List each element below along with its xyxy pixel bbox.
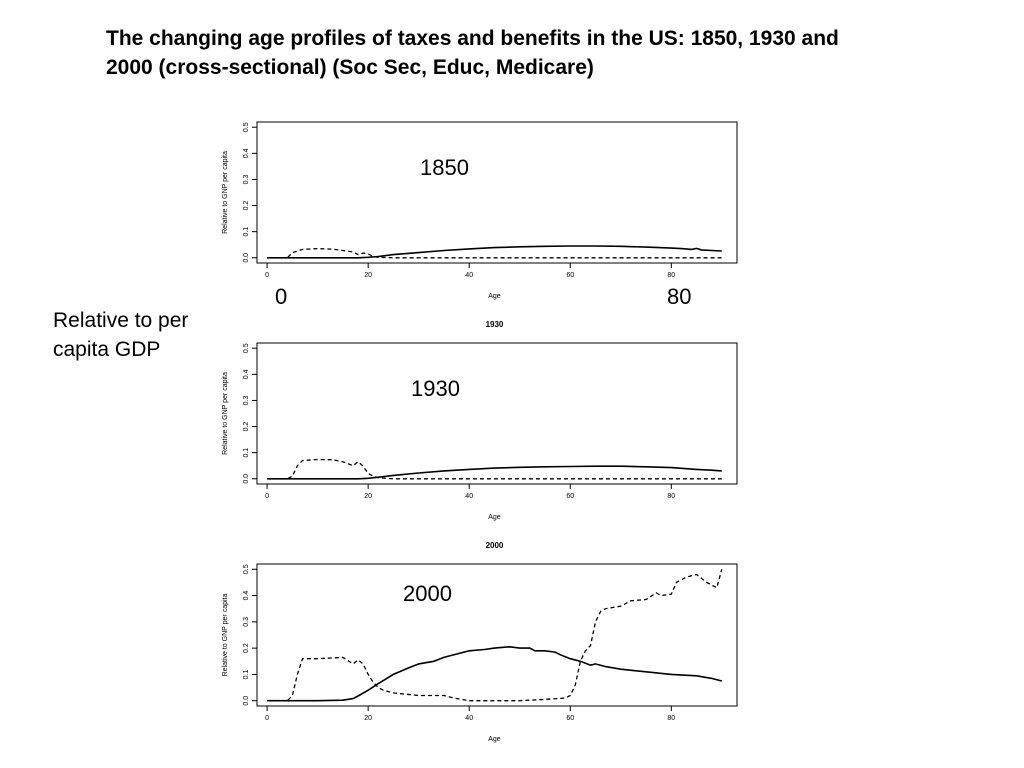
chart-title: 2000 [485, 541, 504, 550]
x-tick-label: 0 [265, 493, 270, 500]
slide-title: The changing age profiles of taxes and benefits in the US: 1850, 1930 and 2000 (cross-sectional) (Soc Sec, Educ, Medicare) [106, 27, 839, 79]
age-end-label: 80 [667, 284, 692, 309]
x-tick-label: 20 [364, 715, 373, 722]
y-tick-label: 0.5 [243, 564, 250, 575]
x-tick-label: 0 [265, 715, 270, 722]
x-tick-label: 20 [364, 493, 373, 500]
chart-panel-0 [222, 122, 737, 300]
x-tick-label: 60 [566, 715, 575, 722]
y-tick-label: 0.5 [243, 122, 250, 133]
dashed-series-line [267, 569, 722, 700]
x-tick-label: 80 [667, 715, 676, 722]
x-tick-label: 40 [465, 272, 474, 279]
y-tick-label: 0.2 [243, 200, 250, 211]
y-tick-label: 0.0 [243, 473, 250, 484]
y-tick-label: 0.5 [243, 343, 250, 354]
chart-panel-2 [222, 541, 737, 743]
y-tick-label: 0.1 [243, 447, 250, 458]
dashed-series-line [267, 249, 722, 258]
x-tick-label: 80 [667, 493, 676, 500]
y-tick-label: 0.2 [243, 421, 250, 432]
y-tick-label: 0.3 [243, 174, 250, 185]
age-start-label: 0 [275, 284, 288, 309]
x-tick-label: 0 [265, 272, 270, 279]
year-overlay-label: 1930 [411, 376, 460, 401]
y-axis-label: Relative to GNP per capita [222, 372, 229, 455]
x-axis-label: Age [488, 293, 501, 300]
plot-frame [257, 122, 737, 263]
chart-panel-1 [222, 320, 737, 521]
y-tick-label: 0.2 [243, 643, 250, 654]
x-axis-label: Age [488, 736, 501, 743]
y-tick-label: 0.4 [243, 148, 250, 159]
y-tick-label: 0.0 [243, 695, 250, 706]
x-tick-label: 40 [465, 493, 474, 500]
y-tick-label: 0.4 [243, 590, 250, 601]
y-tick-label: 0.1 [243, 669, 250, 680]
solid-series-line [267, 647, 722, 701]
plot-frame [257, 564, 737, 706]
y-axis-label: Relative to GNP per capita [222, 151, 229, 234]
x-tick-label: 40 [465, 715, 474, 722]
plot-frame [257, 343, 737, 484]
solid-series-line [267, 246, 722, 258]
y-tick-label: 0.0 [243, 252, 250, 263]
y-tick-label: 0.1 [243, 226, 250, 237]
y-tick-label: 0.4 [243, 369, 250, 380]
y-axis-label: Relative to GNP per capita [222, 593, 229, 677]
x-axis-label: Age [488, 514, 501, 521]
solid-series-line [267, 466, 722, 479]
year-overlay-label: 1850 [420, 155, 469, 180]
x-tick-label: 80 [667, 272, 676, 279]
x-tick-label: 60 [566, 493, 575, 500]
y-tick-label: 0.3 [243, 395, 250, 406]
y-tick-label: 0.3 [243, 616, 250, 627]
year-overlay-label: 2000 [403, 581, 452, 606]
chart-title: 1930 [485, 320, 504, 329]
x-tick-label: 20 [364, 272, 373, 279]
dashed-series-line [267, 460, 722, 479]
side-label: Relative to per capita GDP [53, 309, 189, 361]
x-tick-label: 60 [566, 272, 575, 279]
